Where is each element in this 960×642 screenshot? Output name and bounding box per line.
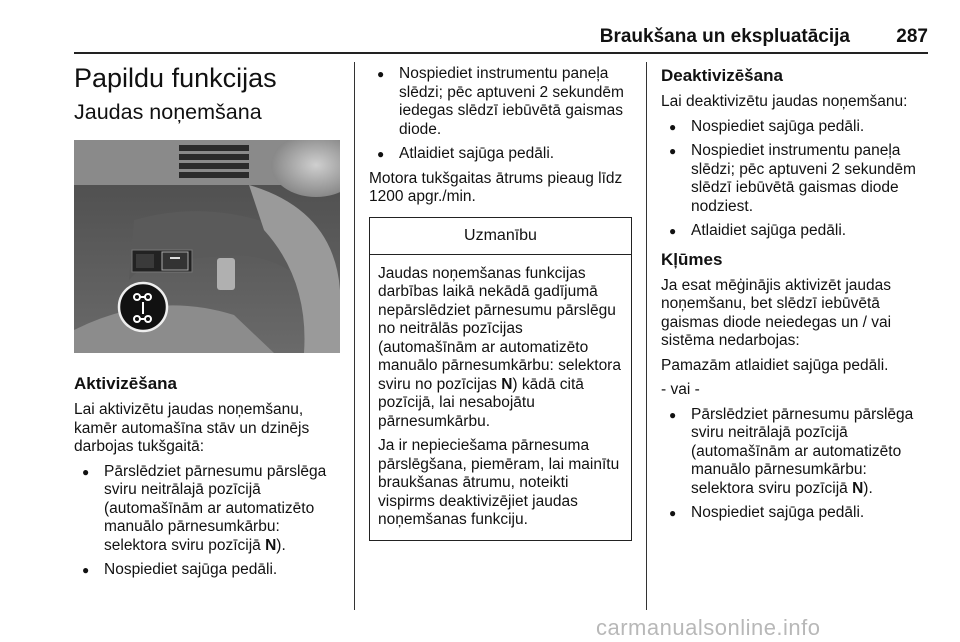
list-item: ● Pārslēdziet pārnesumu pārslēga sviru neitrālajā pozīcijā (automašīnām ar automatizēto manuālo pārnesumkārbu: selektora sviru pozīcijā N). <box>661 406 929 499</box>
page-number: 287 <box>896 26 928 47</box>
activation-steps <box>74 463 344 580</box>
running-header-title: Braukšana un ekspluatācija <box>599 26 850 47</box>
subsection-title: Jaudas noņemšana <box>74 100 262 124</box>
list-item: ● Atlaidiet sajūga pedāli. <box>661 222 929 241</box>
column-divider-1 <box>354 62 355 610</box>
activation-intro: Lai aktivizētu jaudas noņemšanu, kamēr automašīna stāv un dzinējs darbojas tukšgaitā: <box>74 401 310 455</box>
caution-body <box>370 255 631 540</box>
header-rule <box>74 52 928 54</box>
column-divider-2 <box>646 62 647 610</box>
errors-heading: Kļūmes <box>661 249 723 269</box>
list-item: ● Nospiediet sajūga pedāli. <box>74 561 344 580</box>
deactivation-heading: Deaktivizēšana <box>661 66 783 85</box>
watermark[interactable]: carmanualsonline.info <box>596 615 821 640</box>
errors-separator: - vai - <box>661 381 700 398</box>
deactivation-steps <box>661 118 929 241</box>
activation-heading: Aktivizēšana <box>74 374 177 393</box>
idle-speed-note: Motora tukšgaitas ātrums pieaug līdz 1200 apgr./min. <box>369 169 623 205</box>
list-item: ● Nospiediet instrumentu paneļa slēdzi; pēc aptuveni 2 sekundēm iedegas slēdzī iebūvētā gaismas diode. <box>369 65 633 139</box>
list-item: ● Nospiediet sajūga pedāli. <box>661 118 929 137</box>
column-1 <box>74 62 344 586</box>
deactivation-intro: Lai deaktivizētu jaudas noņemšanu: <box>661 93 908 110</box>
errors-paragraph-1: Ja esat mēģinājis aktivizēt jaudas noņemšanu, bet slēdzī iebūvētā gaismas diode neiedegas un / vai sistēma nedarbojas: <box>661 276 892 349</box>
column-3 <box>661 62 929 529</box>
caution-title: Uzmanību <box>370 218 631 255</box>
caution-box <box>369 217 632 541</box>
list-item: ● Atlaidiet sajūga pedāli. <box>369 145 633 164</box>
list-item: ● Pārslēdziet pārnesumu pārslēga sviru neitrālajā pozīcijā (automašīnām ar automatizēto manuālo pārnesumkārbu: selektora sviru pozīcijā N). <box>74 463 344 556</box>
list-item: ● Nospiediet sajūga pedāli. <box>661 504 929 523</box>
errors-steps <box>661 406 929 523</box>
errors-paragraph-2: Pamazām atlaidiet sajūga pedāli. <box>661 356 889 374</box>
activation-section <box>74 373 344 580</box>
dashboard-photo <box>74 140 340 353</box>
activation-steps-continued <box>369 65 633 164</box>
dashboard-illustration <box>74 140 340 353</box>
column-2 <box>369 62 633 541</box>
caution-paragraph-1: Jaudas noņemšanas funkcijas darbības laikā nekādā gadījumā nepārslēdziet pārnesumu pārslēgu no neitrālās pozīcijas (automašīnām ar automatizēto manuālo pārnesumkārbu: selektora sviru no pozīcijas N) kādā citā pozīcijā, lai nesabojātu pārnesumkārbu. <box>378 264 621 430</box>
list-item: ● Nospiediet instrumentu paneļa slēdzi; pēc aptuveni 2 sekundēm slēdzī iebūvētā gaismas diode nodziest. <box>661 142 929 216</box>
caution-paragraph-2: Ja ir nepieciešama pārnesuma pārslēgšana, piemēram, lai mainītu braukšanas ātrumu, noteikti vispirms deaktivizējiet jaudas noņemšanas funkciju. <box>378 437 620 528</box>
section-title: Papildu funkcijas <box>74 63 277 93</box>
